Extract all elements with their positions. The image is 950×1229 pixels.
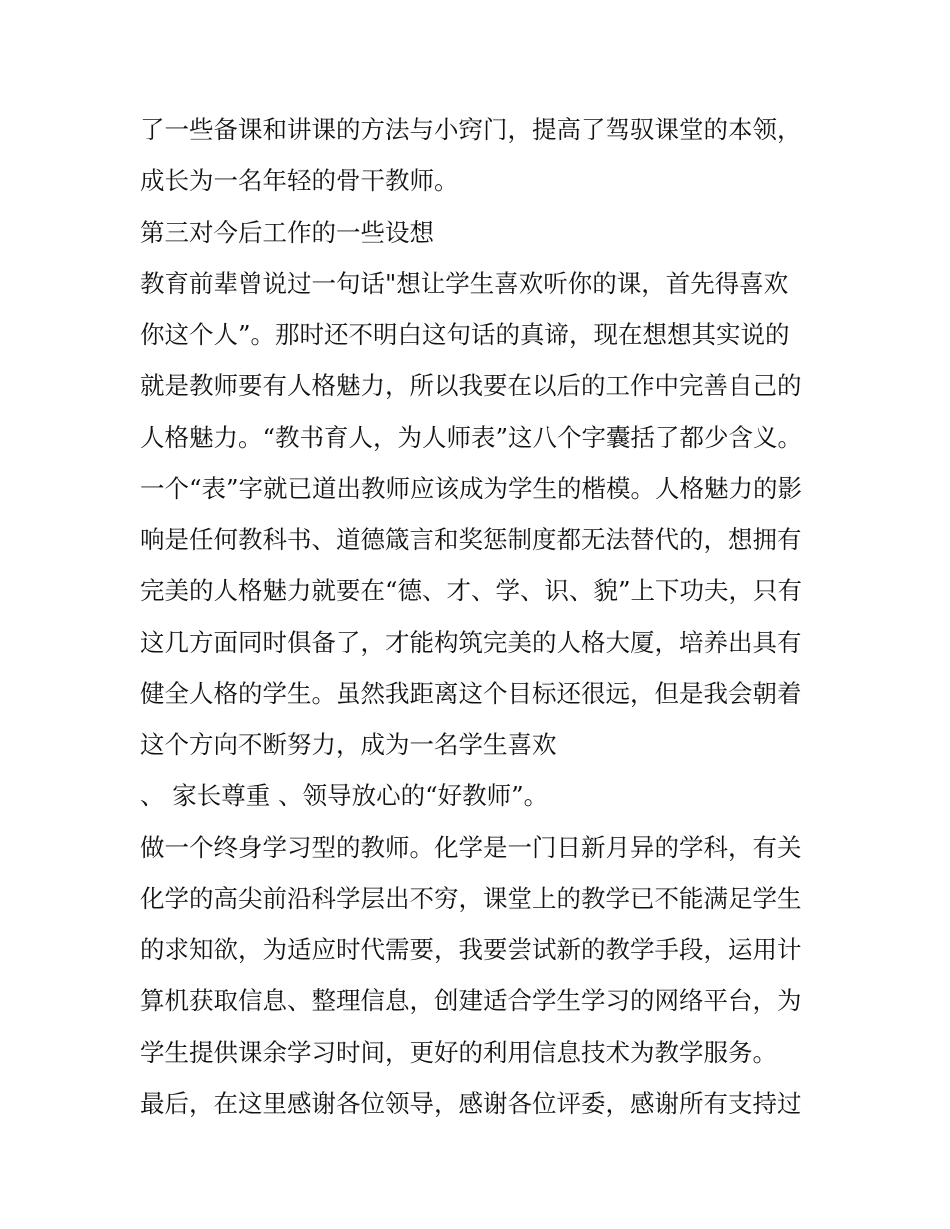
text-line: 的求知欲，为适应时代需要，我要尝试新的教学手段，运用计	[140, 935, 802, 964]
text-line: 化学的高尖前沿科学层出不穷，课堂上的教学已不能满足学生	[140, 883, 802, 913]
text-line: 算机获取信息、整理信息，创建适合学生学习的网络平台，为	[140, 986, 802, 1016]
text-line: 学生提供课余学习时间，更好的利用信息技术为教学服务。	[140, 1037, 777, 1067]
text-line: 健全人格的学生。虽然我距离这个目标还很远，但是我会朝着	[140, 678, 802, 708]
text-line: 你这个人”。那时还不明白这句话的真谛，现在想想其实说的	[140, 320, 790, 349]
text-line: 教育前辈曾说过一句话"想让学生喜欢听你的课，首先得喜欢	[140, 268, 789, 298]
text-line: 就是教师要有人格魅力，所以我要在以后的工作中完善自己的	[140, 371, 802, 401]
text-line: 一个“表”字就已道出教师应该成为学生的楷模。人格魅力的影	[140, 473, 803, 503]
text-line: 做一个终身学习型的教师。化学是一门日新月异的学科，有关	[140, 832, 802, 862]
document-body	[140, 104, 830, 1129]
text-line: 了一些备课和讲课的方法与小窍门，提高了驾驭课堂的本领，	[140, 115, 802, 144]
section-heading: 第三对今后工作的一些设想	[140, 217, 434, 247]
text-line: 、 家长尊重 、领导放心的“好教师”。	[140, 781, 549, 811]
text-line: 响是任何教科书、道德箴言和奖惩制度都无法替代的，想拥有	[140, 525, 802, 554]
text-line: 这几方面同时俱备了，才能构筑完美的人格大厦，培养出具有	[140, 627, 802, 657]
text-line: 人格魅力。“教书育人，为人师表”这八个字囊括了都少含义。	[140, 422, 803, 452]
text-line: 最后，在这里感谢各位领导，感谢各位评委，感谢所有支持过	[140, 1088, 802, 1118]
text-line: 这个方向不断努力，成为一名学生喜欢	[140, 730, 557, 759]
text-line: 完美的人格魅力就要在“德、才、学、识、貌”上下功夫，只有	[140, 576, 803, 606]
text-line: 成长为一名年轻的骨干教师。	[140, 166, 459, 196]
